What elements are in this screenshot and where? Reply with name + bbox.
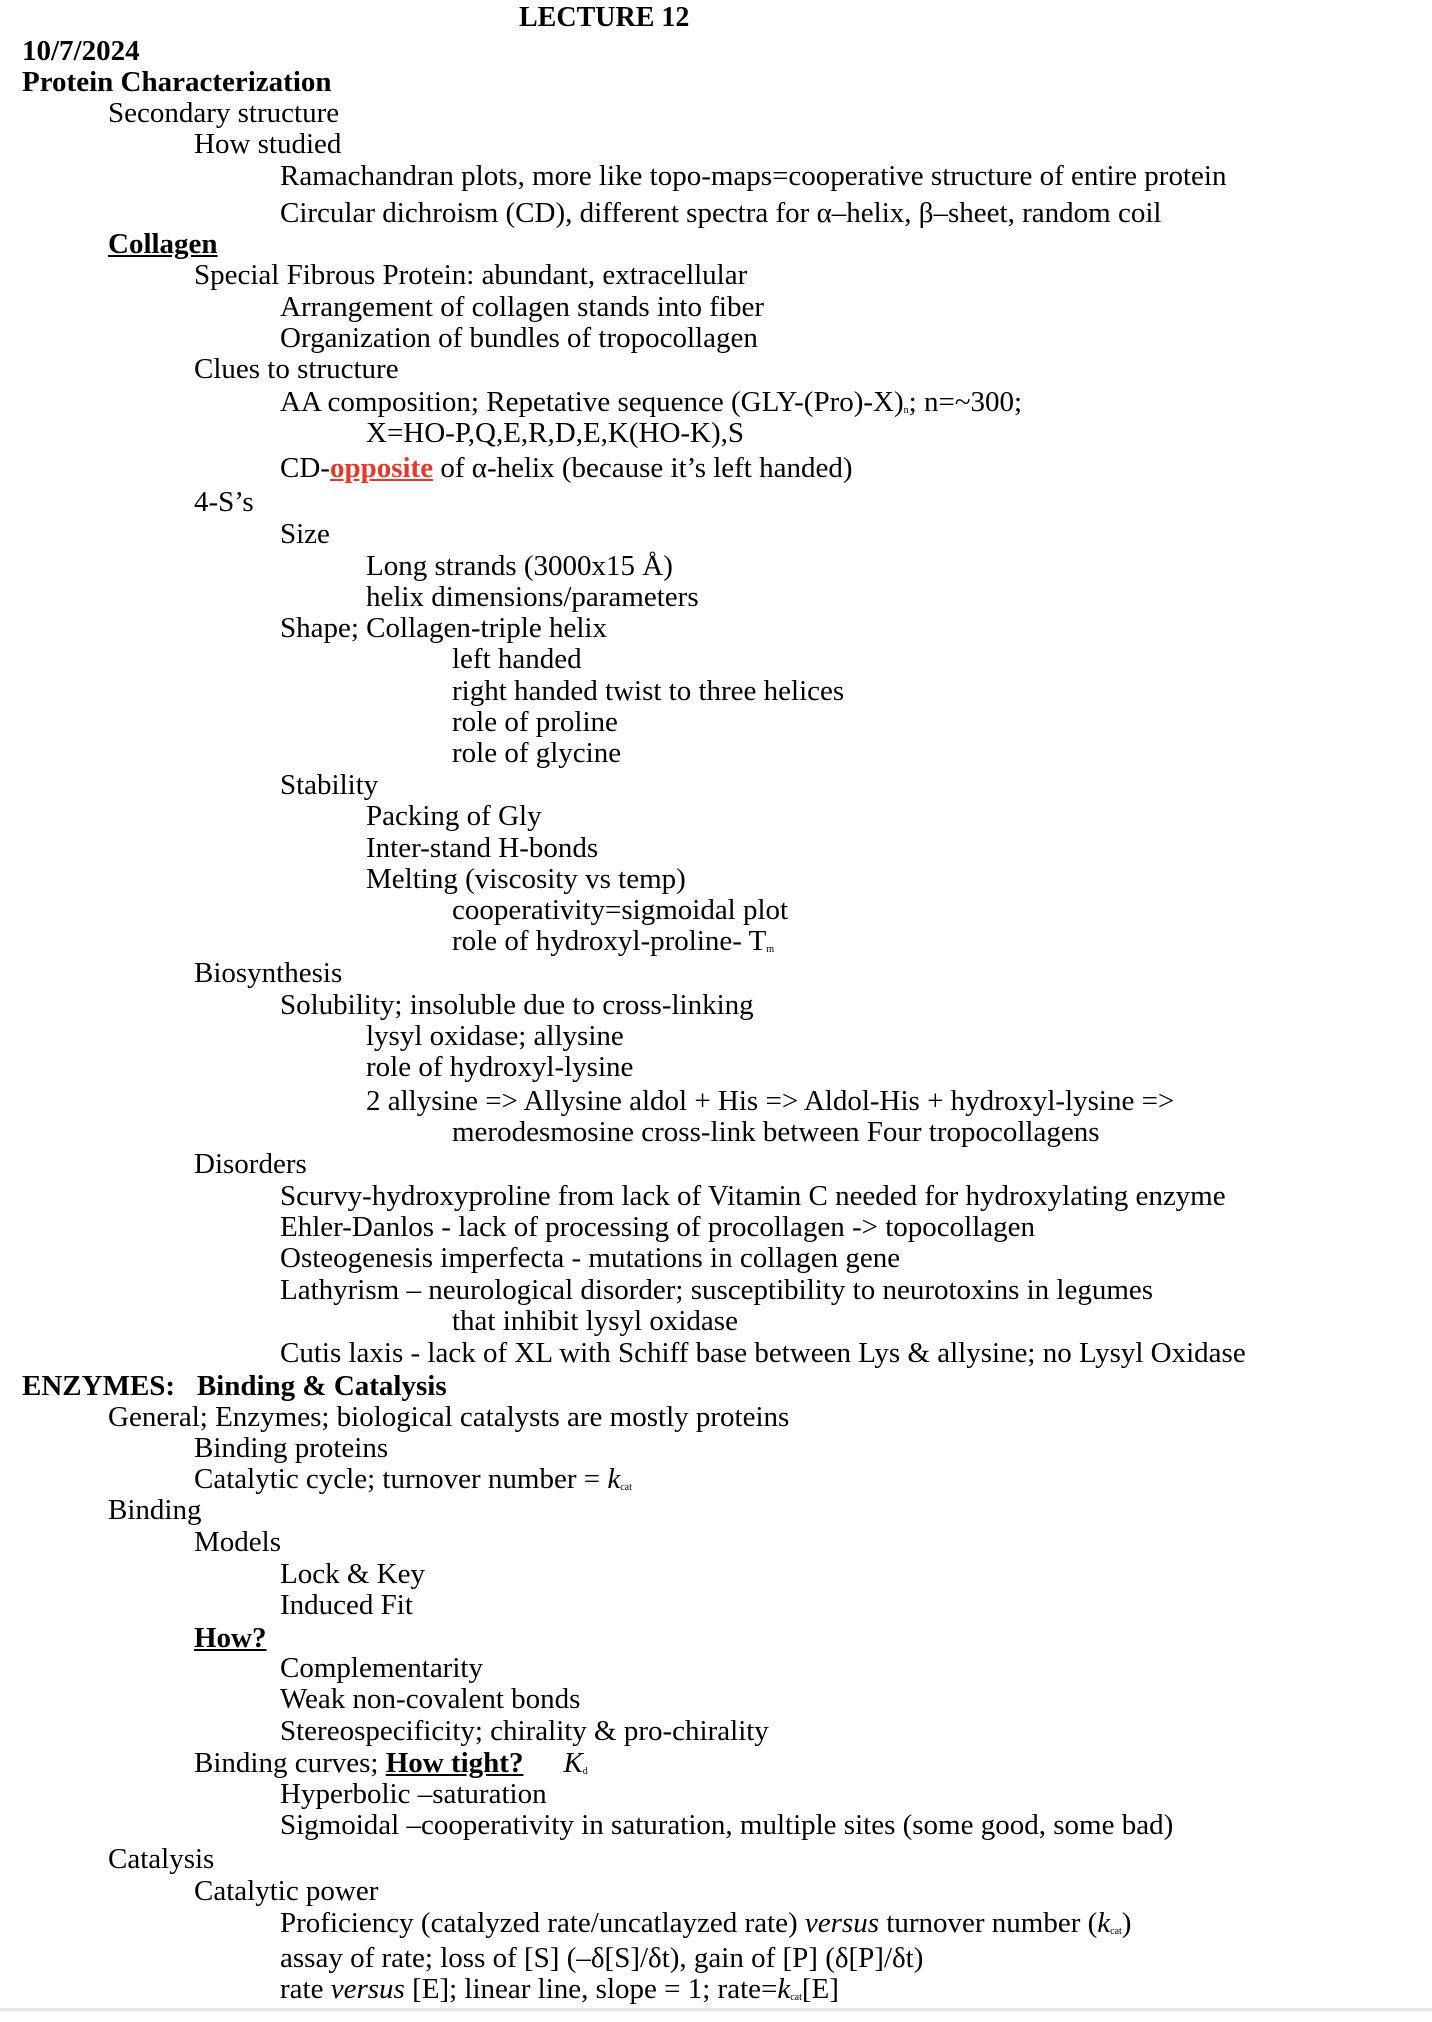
sigmoidal-item: Sigmoidal –cooperativity in saturation, multiple sites (some good, some bad) — [280, 1809, 1174, 1841]
cd-opposite-item — [280, 452, 853, 484]
biosynthesis-item: Biosynthesis — [194, 957, 343, 989]
rate-versus-emphasis: versus — [330, 1973, 405, 2005]
lysyl-oxidase-item: lysyl oxidase; allysine — [366, 1020, 624, 1052]
allysine-equation-item: 2 allysine => Allysine aldol + His => Aldol-His + hydroxyl-lysine => — [366, 1085, 1175, 1117]
catalysis-heading: Catalysis — [108, 1843, 215, 1875]
rate-kcat-symbol: k — [777, 1973, 791, 2005]
lock-key-item: Lock & Key — [280, 1558, 425, 1590]
enzymes-general-item: General; Enzymes; biological catalysts are mostly proteins — [108, 1401, 790, 1433]
disorders-item: Disorders — [194, 1148, 307, 1180]
rate-text: rate — [280, 1973, 331, 2005]
proficiency-kcat-symbol: k — [1097, 1907, 1111, 1939]
models-item: Models — [194, 1526, 281, 1558]
x-residues-item: X=HO-P,Q,E,R,D,E,K(HO-K),S — [366, 417, 745, 449]
binding-heading: Binding — [108, 1494, 202, 1526]
role-hydroxylysine-item: role of hydroxyl-lysine — [366, 1051, 634, 1083]
cd-prefix: CD- — [280, 452, 330, 484]
kd-symbol: K — [563, 1747, 583, 1779]
role-hydroxyproline-text: role of hydroxyl-proline- T — [452, 925, 767, 957]
collagen-heading: Collagen — [108, 228, 218, 260]
proficiency-kcat-subscript: cat — [1110, 1926, 1122, 1937]
page-title: LECTURE 12 — [519, 2, 690, 33]
stability-item: Stability — [280, 769, 379, 801]
lathyrism-continued: that inhibit lysyl oxidase — [452, 1305, 738, 1337]
cd-suffix: of α-helix (because it’s left handed) — [433, 452, 853, 484]
aa-composition-text: AA composition; Repetative sequence (GLY-(Pro)-X) — [280, 386, 904, 418]
complementarity-item: Complementarity — [280, 1652, 483, 1684]
kcat-subscript: cat — [620, 1482, 632, 1493]
cutis-laxis-item: Cutis laxis - lack of XL with Schiff base between Lys & allysine; no Lysyl Oxidase — [280, 1337, 1246, 1369]
arrangement-item: Arrangement of collagen stands into fiber — [280, 291, 764, 323]
ehler-danlos-item: Ehler-Danlos - lack of processing of procollagen -> topocollagen — [280, 1211, 1036, 1243]
aa-composition-count: ; n=~300; — [908, 386, 1023, 418]
how-tight-emphasis: How tight? — [385, 1747, 524, 1779]
solubility-item: Solubility; insoluble due to cross-linking — [280, 989, 754, 1021]
stereospecificity-item: Stereospecificity; chirality & pro-chirality — [280, 1715, 769, 1747]
packing-gly-item: Packing of Gly — [366, 800, 542, 832]
proficiency-close: ) — [1121, 1907, 1132, 1939]
proficiency-turnover: turnover number ( — [879, 1907, 1098, 1939]
enzymes-heading: ENZYMES: Binding & Catalysis — [22, 1370, 447, 1402]
assay-item: assay of rate; loss of [S] (–δ[S]/δt), gain of [P] (δ[P]/δt) — [280, 1942, 924, 1974]
scurvy-item: Scurvy-hydroxyproline from lack of Vitamin C needed for hydroxylating enzyme — [280, 1180, 1226, 1212]
page-bottom-edge — [0, 2008, 1432, 2011]
role-proline-item: role of proline — [452, 706, 618, 738]
size-item: Size — [280, 518, 330, 550]
rate-kcat-subscript: cat — [790, 1992, 802, 2003]
melting-item: Melting (viscosity vs temp) — [366, 863, 686, 895]
shape-item: Shape; Collagen-triple helix — [280, 612, 607, 644]
induced-fit-item: Induced Fit — [280, 1589, 413, 1621]
tm-subscript: m — [766, 944, 775, 955]
left-handed-item: left handed — [452, 643, 582, 675]
four-s-item: 4-S’s — [194, 486, 254, 518]
kcat-symbol: k — [607, 1463, 621, 1495]
lathyrism-item: Lathyrism – neurological disorder; susceptibility to neurotoxins in legumes — [280, 1274, 1154, 1306]
catalytic-cycle-item — [194, 1463, 632, 1504]
merodesmosine-item: merodesmosine cross-link between Four tropocollagens — [452, 1116, 1100, 1148]
lecture-date: 10/7/2024 — [22, 35, 140, 67]
helix-dimensions-item: helix dimensions/parameters — [366, 581, 699, 613]
long-strands-item: Long strands (3000x15 Å) — [366, 550, 673, 582]
kd-subscript: d — [582, 1766, 588, 1777]
cd-spectra-item: Circular dichroism (CD), different spectra for α–helix, β–sheet, random coil — [280, 197, 1162, 229]
clues-item: Clues to structure — [194, 353, 399, 385]
rate-linear-text: [E]; linear line, slope = 1; rate= — [404, 1973, 778, 2005]
weak-bonds-item: Weak non-covalent bonds — [280, 1683, 581, 1715]
binding-proteins-item: Binding proteins — [194, 1432, 389, 1464]
cooperativity-sigmoid-item: cooperativity=sigmoidal plot — [452, 894, 789, 926]
opposite-emphasis: opposite — [329, 452, 434, 484]
versus-emphasis: versus — [804, 1907, 880, 1939]
aa-composition-subscript: n — [903, 405, 909, 416]
secondary-structure-item: Secondary structure — [108, 97, 340, 129]
rate-enzyme-text: [E] — [801, 1973, 839, 2005]
proficiency-text: Proficiency (catalyzed rate/uncatlayzed rate) — [280, 1907, 805, 1939]
osteogenesis-item: Osteogenesis imperfecta - mutations in collagen gene — [280, 1242, 901, 1274]
hyperbolic-item: Hyperbolic –saturation — [280, 1778, 547, 1810]
how-studied-item: How studied — [194, 128, 342, 160]
role-glycine-item: role of glycine — [452, 737, 622, 769]
catalytic-power-item: Catalytic power — [194, 1875, 379, 1907]
binding-curves-text: Binding curves; — [194, 1747, 386, 1779]
special-fibrous-item: Special Fibrous Protein: abundant, extracellular — [194, 259, 748, 291]
catalytic-cycle-text: Catalytic cycle; turnover number = — [194, 1463, 608, 1495]
ramachandran-item: Ramachandran plots, more like topo-maps=cooperative structure of entire protein — [280, 160, 1227, 192]
inter-hbonds-item: Inter-stand H-bonds — [366, 832, 599, 864]
organization-item: Organization of bundles of tropocollagen — [280, 322, 758, 354]
right-twist-item: right handed twist to three helices — [452, 675, 845, 707]
how-heading: How? — [194, 1622, 267, 1654]
protein-characterization-heading: Protein Characterization — [22, 66, 332, 98]
role-hydroxyproline-item — [452, 925, 774, 966]
